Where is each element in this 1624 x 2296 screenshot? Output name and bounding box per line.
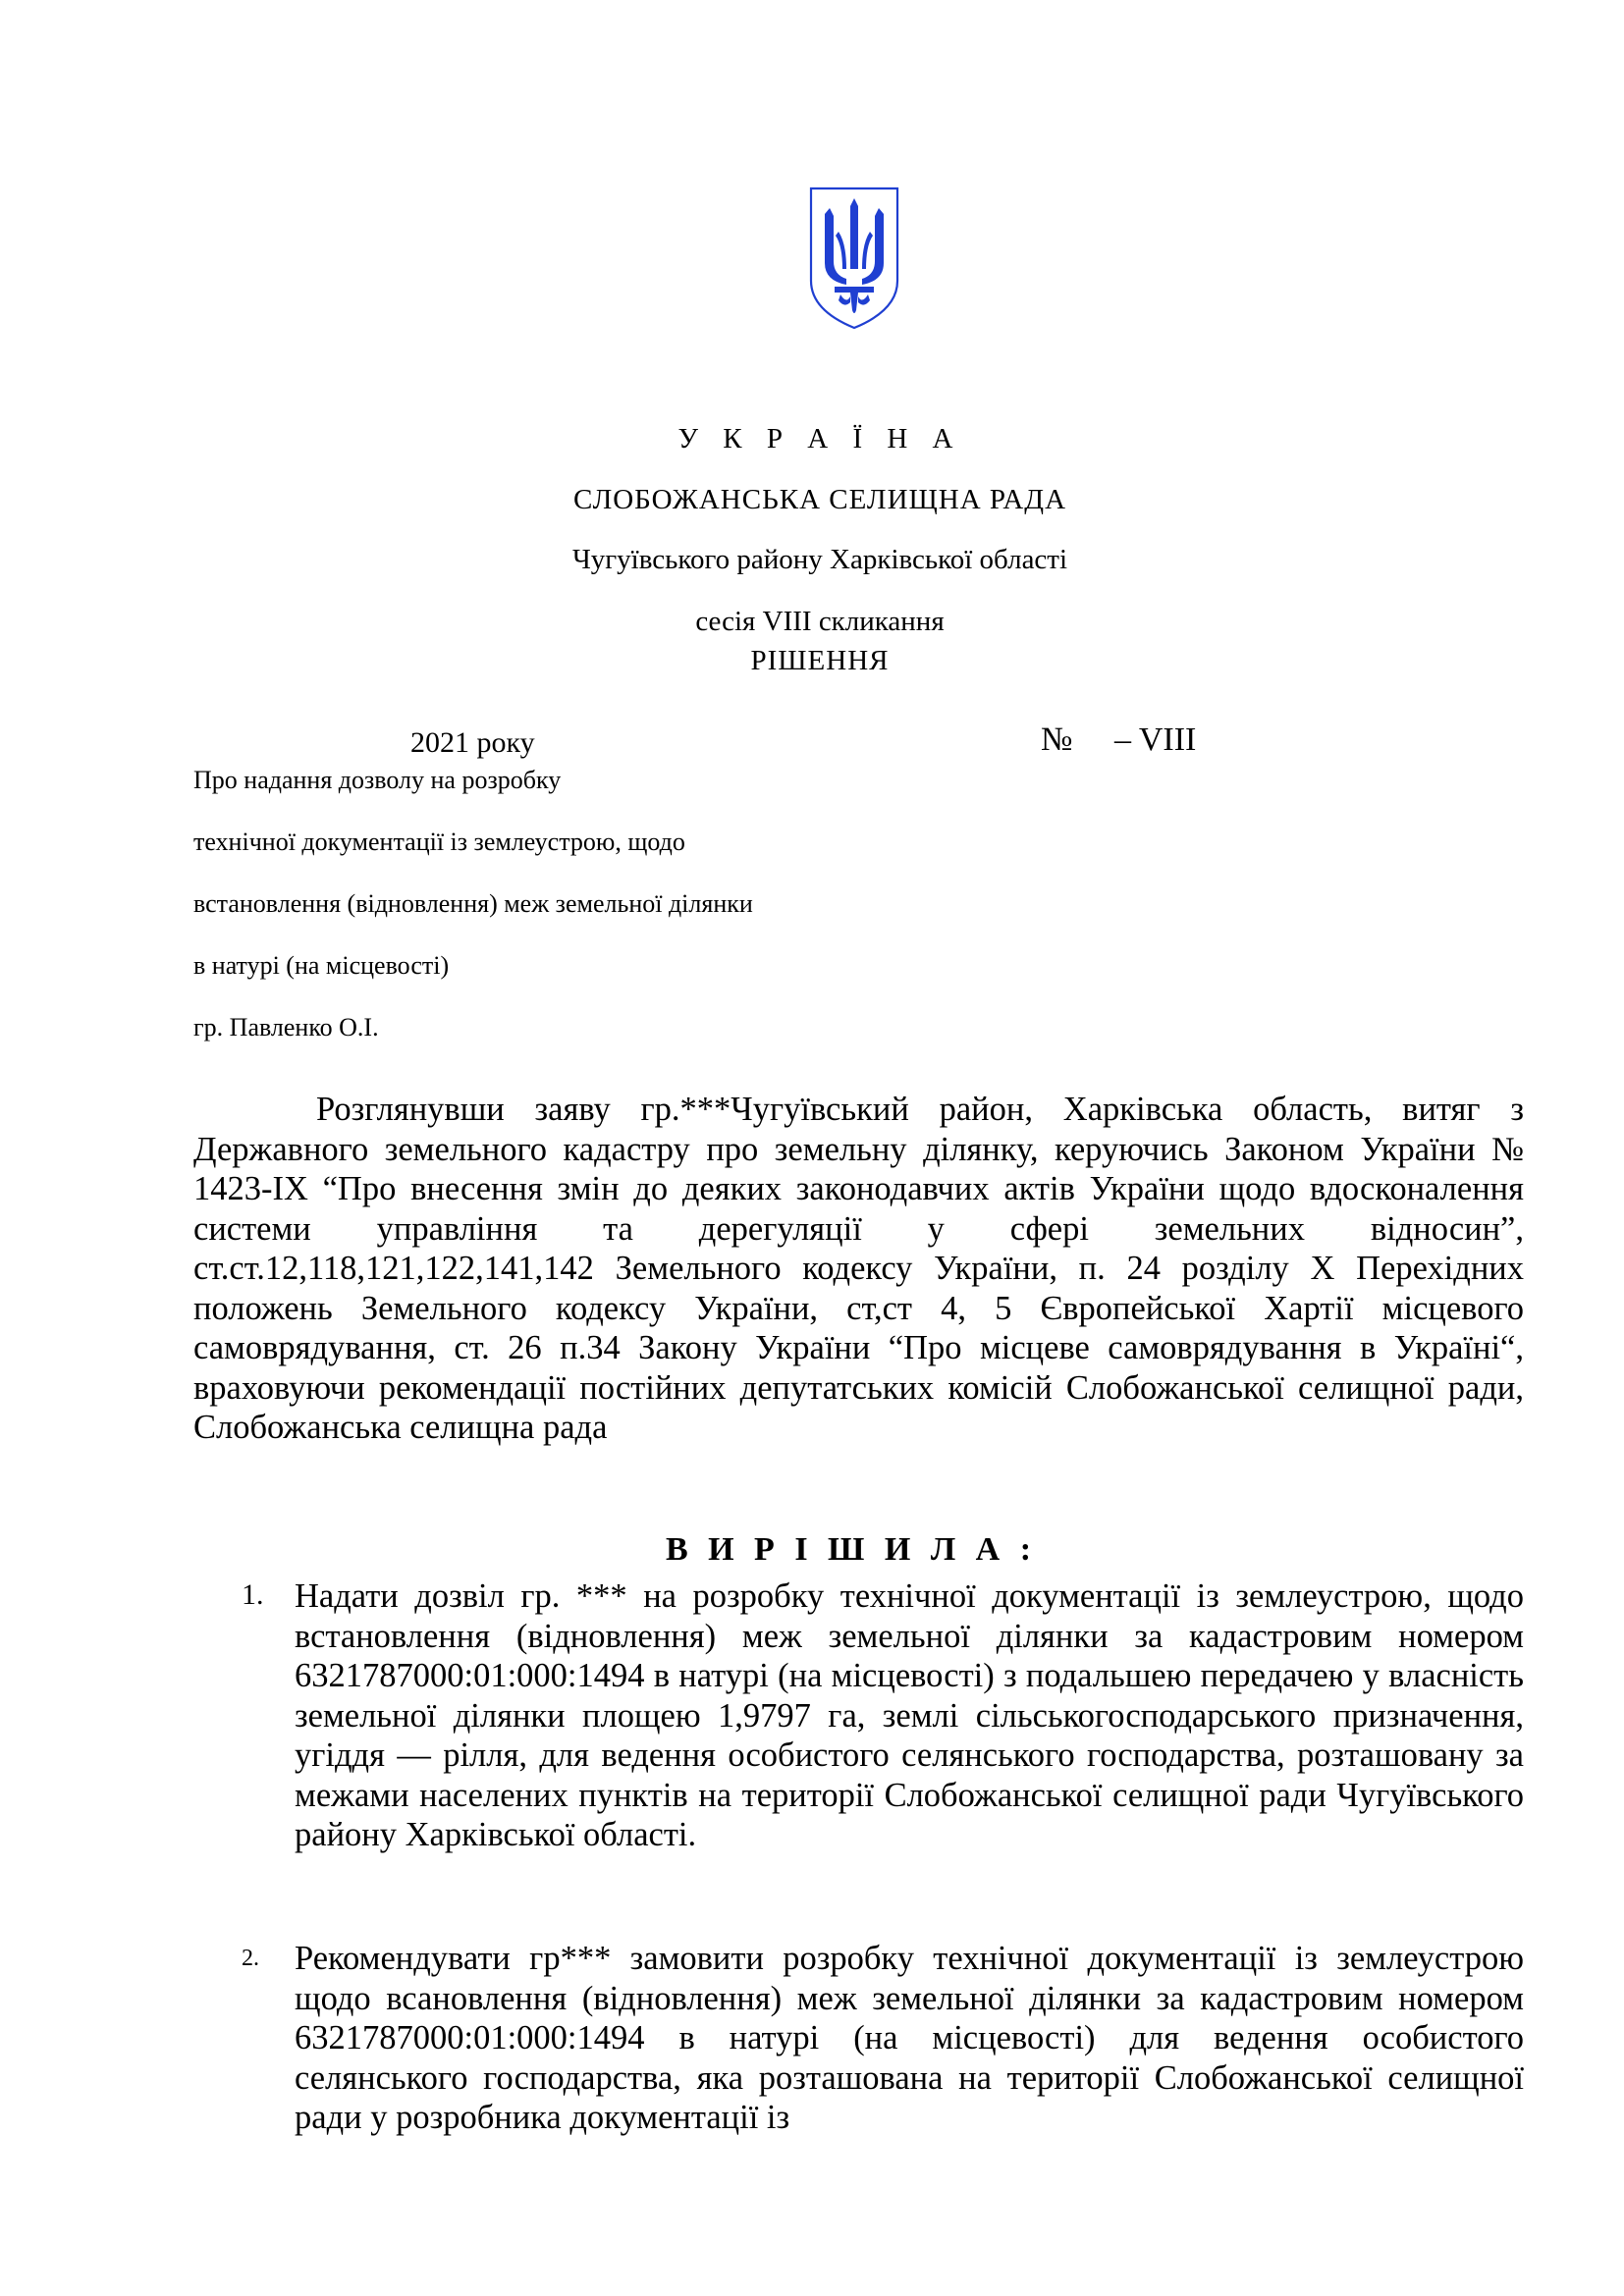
country-heading: У К Р А Ї Н А — [677, 423, 962, 454]
list-item: Надати дозвіл гр. *** на розробку технічної документації із землеустрою, щодо встановлення (відновлення) меж земельної ділянки за кадастровим номером 6321787000:01:000:1494 в натурі (на місцевості) з подальшею передачею у власність земельної ділянки площею 1,9797 га, землі сільськогосподарського призначення, угіддя — рілля, для ведення особистого селянського господарства, розташовану за межами населених пунктів на території Слобожанської селищної ради Чугуївського району Харківської області. — [295, 1577, 1524, 1853]
decision-subject — [193, 768, 753, 1077]
item-number: 2. — [242, 1946, 259, 1971]
subject-line: гр. Павленко О.І. — [193, 1013, 379, 1041]
subject-line: в натурі (на місцевості) — [193, 951, 450, 980]
subject-line: технічної документації із землеустрою, щодо — [193, 828, 685, 856]
decision-number: № – VIII — [1041, 721, 1197, 758]
decision-date: 2021 року — [410, 726, 535, 759]
decision-heading: РІШЕННЯ — [750, 645, 890, 676]
council-heading: СЛОБОЖАНСЬКА СЕЛИЩНА РАДА — [572, 484, 1067, 515]
resolved-heading: В И Р І Ш И Л А : — [665, 1531, 1038, 1568]
subject-line: встановлення (відновлення) меж земельної ділянки — [193, 889, 753, 918]
session-heading: сесія VIII скликання — [695, 606, 945, 637]
trident-coat-of-arms-icon — [807, 185, 901, 332]
preamble-paragraph — [193, 1090, 1524, 1448]
preamble-text: Розглянувши заяву гр.***Чугуївський район, Харківська область, витяг з Державного земельного кадастру про земельну ділянку, керуючись Законом України № 1423-IX “Про внесення змін до деяких законодавчих актів України щодо вдосконалення системи управління та дерегуляції у сфері земельних відносин”, ст.ст.12,118,121,122,141,142 Земельного кодексу України, п. 24 розділу Х Перехідних положень Земельного кодексу України, ст,ст 4, 5 Європейської Хартії місцевого самоврядування, ст. 26 п.34 Закону України “Про місцеве самоврядування в Україні“, враховуючи рекомендації постійних депутатських комісій Слобожанської селищної ради, Слобожанська селищна рада — [193, 1091, 1524, 1446]
item-number: 1. — [242, 1578, 264, 1611]
district-heading: Чугуївського району Харківської області — [571, 544, 1068, 575]
list-item: Рекомендувати гр*** замовити розробку технічної документації із землеустрою щодо всановлення (відновлення) меж земельної ділянки за кадастровим номером 6321787000:01:000:1494 в натурі (на місцевості) для ведення особистого селянського господарства, яка розташована на території Слобожанської селищної ради у розробника документації із — [295, 1940, 1524, 2136]
subject-line: Про надання дозволу на розробку — [193, 766, 562, 794]
